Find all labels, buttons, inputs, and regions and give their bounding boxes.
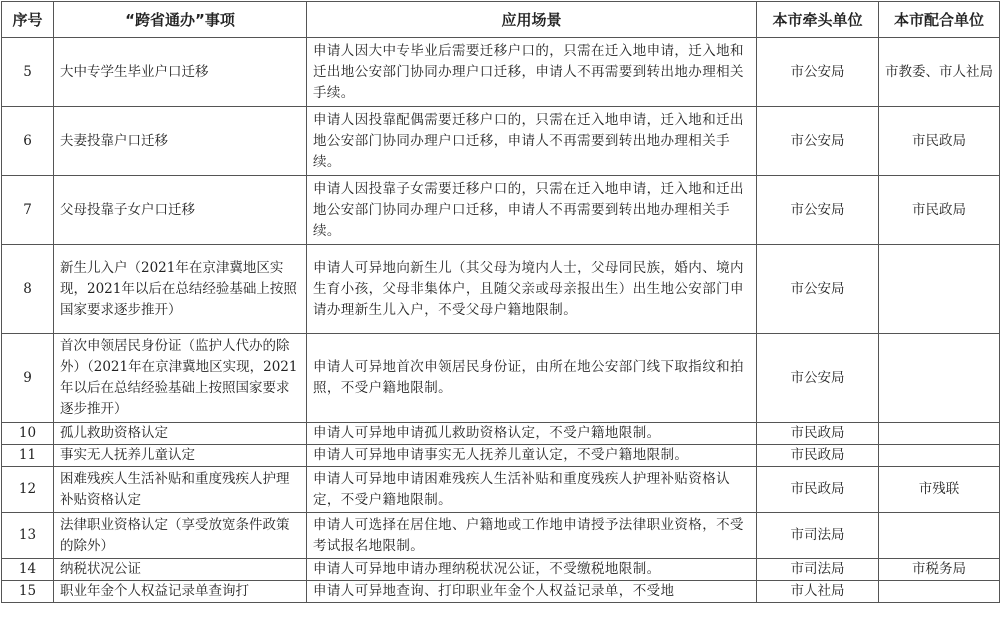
- row-lead-unit: 市公安局: [757, 107, 879, 176]
- row-item: 困难残疾人生活补贴和重度残疾人护理补贴资格认定: [54, 467, 307, 513]
- table-row: [2, 107, 1000, 176]
- row-scene: 申请人可选择在居住地、户籍地或工作地申请授予法律职业资格，不受考试报名地限制。: [307, 513, 757, 559]
- table-row: [2, 581, 1000, 603]
- header-no: 序号: [2, 2, 54, 38]
- row-item: 新生儿入户（2021年在京津冀地区实现，2021年以后在总结经验基础上按照国家要求逐步推开）: [54, 245, 307, 334]
- row-number: 12: [2, 467, 54, 513]
- row-scene: 申请人可异地申请办理纳税状况公证，不受缴税地限制。: [307, 559, 757, 581]
- row-lead-unit: 市公安局: [757, 176, 879, 245]
- table-row: [2, 445, 1000, 467]
- row-coop-unit: [879, 334, 1000, 423]
- row-scene: 申请人因投靠子女需要迁移户口的，只需在迁入地申请，迁入地和迁出地公安部门协同办理户口迁移，申请人不再需要到转出地办理相关手续。: [307, 176, 757, 245]
- row-coop-unit: [879, 445, 1000, 467]
- row-number: 9: [2, 334, 54, 423]
- row-coop-unit: 市民政局: [879, 107, 1000, 176]
- row-item: 父母投靠子女户口迁移: [54, 176, 307, 245]
- header-lead: 本市牵头单位: [757, 2, 879, 38]
- row-item: 纳税状况公证: [54, 559, 307, 581]
- row-scene: 申请人可异地首次申领居民身份证，由所在地公安部门线下取指纹和拍照，不受户籍地限制。: [307, 334, 757, 423]
- table-row: [2, 334, 1000, 423]
- row-lead-unit: 市公安局: [757, 38, 879, 107]
- table-row: [2, 176, 1000, 245]
- header-item: “跨省通办”事项: [54, 2, 307, 38]
- row-number: 6: [2, 107, 54, 176]
- row-scene: 申请人可异地查询、打印职业年金个人权益记录单，不受地: [307, 581, 757, 603]
- row-scene: 申请人因大中专毕业后需要迁移户口的，只需在迁入地申请，迁入地和迁出地公安部门协同办理户口迁移，申请人不再需要到转出地办理相关手续。: [307, 38, 757, 107]
- table-row: [2, 467, 1000, 513]
- row-number: 10: [2, 423, 54, 445]
- row-scene: 申请人可异地申请事实无人抚养儿童认定，不受户籍地限制。: [307, 445, 757, 467]
- row-scene: 申请人可异地向新生儿（其父母为境内人士，父母同民族，婚内、境内生育小孩，父母非集体户，且随父亲或母亲报出生）出生地公安部门申请办理新生儿入户，不受父母户籍地限制。: [307, 245, 757, 334]
- row-item: 事实无人抚养儿童认定: [54, 445, 307, 467]
- row-item: 首次申领居民身份证（监护人代办的除外）（2021年在京津冀地区实现，2021年以后在总结经验基础上按照国家要求逐步推开）: [54, 334, 307, 423]
- row-coop-unit: [879, 245, 1000, 334]
- row-coop-unit: [879, 513, 1000, 559]
- row-number: 7: [2, 176, 54, 245]
- table-row: [2, 513, 1000, 559]
- row-lead-unit: 市公安局: [757, 334, 879, 423]
- row-number: 8: [2, 245, 54, 334]
- row-number: 13: [2, 513, 54, 559]
- table-row: [2, 245, 1000, 334]
- header-coop: 本市配合单位: [879, 2, 1000, 38]
- row-lead-unit: 市民政局: [757, 423, 879, 445]
- row-lead-unit: 市公安局: [757, 245, 879, 334]
- row-coop-unit: 市教委、市人社局: [879, 38, 1000, 107]
- row-scene: 申请人因投靠配偶需要迁移户口的，只需在迁入地申请，迁入地和迁出地公安部门协同办理户口迁移，申请人不再需要到转出地办理相关手续。: [307, 107, 757, 176]
- row-lead-unit: 市民政局: [757, 467, 879, 513]
- matters-table: [1, 1, 1000, 603]
- row-item: 大中专学生毕业户口迁移: [54, 38, 307, 107]
- row-number: 5: [2, 38, 54, 107]
- row-number: 15: [2, 581, 54, 603]
- row-item: 孤儿救助资格认定: [54, 423, 307, 445]
- row-lead-unit: 市人社局: [757, 581, 879, 603]
- row-scene: 申请人可异地申请孤儿救助资格认定，不受户籍地限制。: [307, 423, 757, 445]
- row-coop-unit: 市民政局: [879, 176, 1000, 245]
- table-row: [2, 559, 1000, 581]
- table-row: [2, 423, 1000, 445]
- row-lead-unit: 市司法局: [757, 513, 879, 559]
- row-number: 11: [2, 445, 54, 467]
- row-coop-unit: 市税务局: [879, 559, 1000, 581]
- row-coop-unit: 市残联: [879, 467, 1000, 513]
- row-coop-unit: [879, 423, 1000, 445]
- row-scene: 申请人可异地申请困难残疾人生活补贴和重度残疾人护理补贴资格认定，不受户籍地限制。: [307, 467, 757, 513]
- row-lead-unit: 市民政局: [757, 445, 879, 467]
- header-scene: 应用场景: [307, 2, 757, 38]
- row-item: 职业年金个人权益记录单查询打: [54, 581, 307, 603]
- row-item: 法律职业资格认定（享受放宽条件政策的除外）: [54, 513, 307, 559]
- header-row: [2, 2, 1000, 38]
- row-lead-unit: 市司法局: [757, 559, 879, 581]
- row-item: 夫妻投靠户口迁移: [54, 107, 307, 176]
- row-number: 14: [2, 559, 54, 581]
- row-coop-unit: [879, 581, 1000, 603]
- table-row: [2, 38, 1000, 107]
